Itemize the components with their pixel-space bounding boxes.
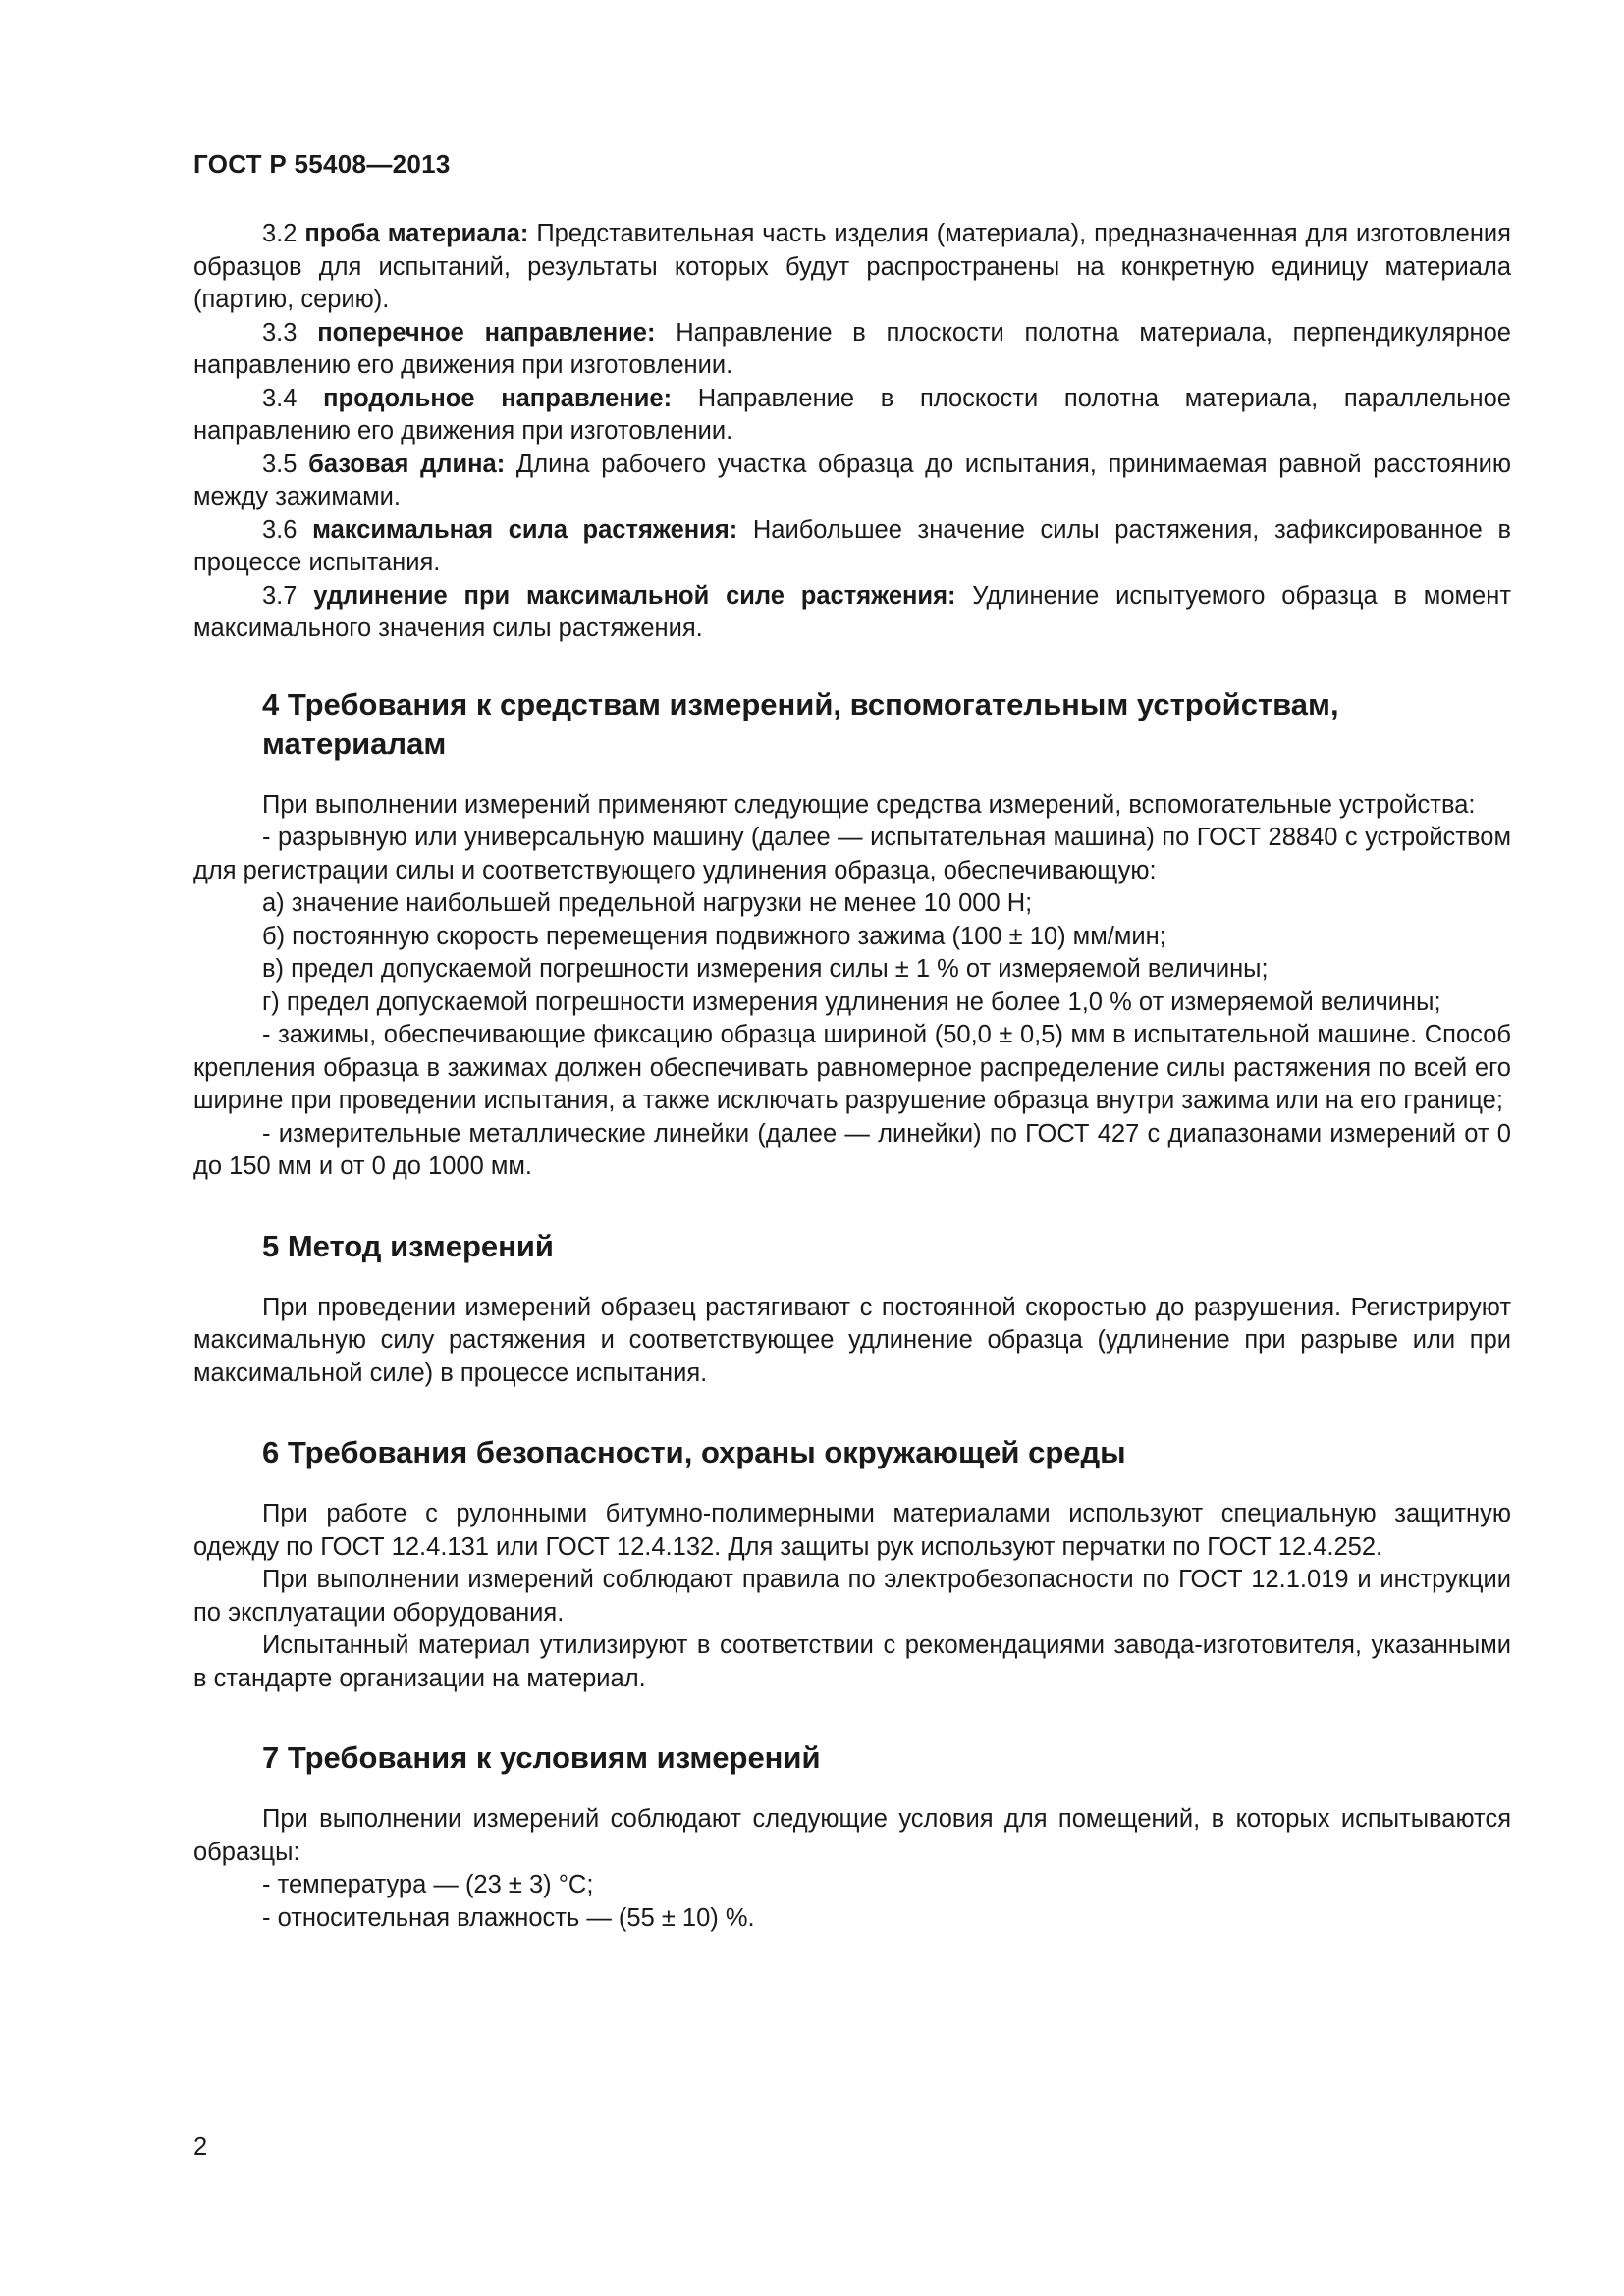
definition-text: Удлинение испытуемого образца в момент максимального значения силы растяжения. xyxy=(193,581,1511,642)
definition-3-3 xyxy=(193,317,1511,383)
section-5-paragraph: При проведении измерений образец растягивают с постоянной скоростью до разрушения. Регистрируют максимальную силу растяжения и соответствующее удлинение образца (удлинение при разрыве или при максимальной силе) в процессе испытания. xyxy=(193,1293,1511,1387)
section-4-paragraph: При выполнении измерений применяют следующие средства измерений, вспомогательные устройства: xyxy=(262,790,1476,819)
definition-3-2 xyxy=(193,218,1511,317)
definition-3-5 xyxy=(193,449,1511,514)
definition-number: 3.5 xyxy=(262,450,298,478)
section-7-list-item: - температура — (23 ± 3) °С; xyxy=(262,1871,594,1898)
definition-text: Представительная часть изделия (материала), предназначенная для изготовления образцов для испытаний, результаты которых будут распространены на конкретную единицу материала (партию, серию). xyxy=(193,220,1511,313)
section-4-heading: 4 Требования к средствам измерений, вспомогательным устройствам, материалам xyxy=(262,686,1339,761)
section-6-paragraph: При выполнении измерений соблюдают правила по электробезопасности по ГОСТ 12.1.019 и инструкции по эксплуатации оборудования. xyxy=(193,1566,1511,1627)
section-4-list-item: а) значение наибольшей предельной нагрузки не менее 10 000 Н; xyxy=(262,889,1033,917)
section-6-heading: 6 Требования безопасности, охраны окружающей среды xyxy=(262,1435,1126,1469)
section-7-heading: 7 Требования к условиям измерений xyxy=(262,1740,821,1775)
definition-term: продольное направление: xyxy=(323,384,673,412)
definition-text: Направление в плоскости полотна материала, параллельное направлению его движения при изготовлении. xyxy=(193,384,1511,445)
definition-term: проба материала: xyxy=(304,220,529,247)
definition-text: Длина рабочего участка образца до испытания, принимаемая равной расстоянию между зажимами. xyxy=(193,450,1511,510)
section-4-list-item: г) предел допускаемой погрешности измерения удлинения не более 1,0 % от измеряемой величины; xyxy=(262,988,1441,1016)
document-code: ГОСТ Р 55408—2013 xyxy=(193,149,451,179)
definition-number: 3.4 xyxy=(262,384,298,412)
section-4-paragraph: - разрывную или универсальную машину (далее — испытательная машина) по ГОСТ 28840 с устройством для регистрации силы и соответствующего удлинения образца, обеспечивающую: xyxy=(193,824,1511,884)
definition-term: удлинение при максимальной силе растяжения: xyxy=(313,581,956,610)
section-4-paragraph: - измерительные металлические линейки (далее — линейки) по ГОСТ 427 с диапазонами измерений от 0 до 150 мм и от 0 до 1000 мм. xyxy=(193,1119,1511,1180)
section-7-list-item: - относительная влажность — (55 ± 10) %. xyxy=(262,1903,755,1932)
definition-term: базовая длина: xyxy=(308,450,506,478)
definition-number: 3.6 xyxy=(262,515,298,544)
definition-number: 3.3 xyxy=(262,318,298,347)
definition-text: Наибольшее значение силы растяжения, зафиксированное в процессе испытания. xyxy=(193,515,1511,576)
section-4-list-item: б) постоянную скорость перемещения подвижного зажима (100 ± 10) мм/мин; xyxy=(262,922,1166,950)
definition-3-7 xyxy=(193,580,1511,646)
section-4-paragraph: - зажимы, обеспечивающие фиксацию образца шириной (50,0 ± 0,5) мм в испытательной машине. Способ крепления образца в зажимах должен обеспечивать равномерное распределение силы растяжения по всей его ширине при проведении испытания, а также исключать разрушение образца внутри зажима или на его границе; xyxy=(193,1021,1511,1114)
definition-term: максимальная сила растяжения: xyxy=(312,515,738,544)
page-content xyxy=(193,218,1511,1935)
section-6-paragraph: Испытанный материал утилизируют в соответствии с рекомендациями завода-изготовителя, указанными в стандарте организации на материал. xyxy=(193,1631,1511,1692)
definition-3-4 xyxy=(193,383,1511,449)
section-7-paragraph: При выполнении измерений соблюдают следующие условия для помещений, в которых испытываются образцы: xyxy=(193,1805,1511,1866)
section-5-heading: 5 Метод измерений xyxy=(262,1228,554,1263)
definition-number: 3.7 xyxy=(262,581,298,610)
section-6-paragraph: При работе с рулонными битумно-полимерными материалами используют специальную защитную одежду по ГОСТ 12.4.131 или ГОСТ 12.4.132. Для защиты рук используют перчатки по ГОСТ 12.4.252. xyxy=(193,1500,1511,1561)
definition-3-6 xyxy=(193,514,1511,580)
definition-term: поперечное направление: xyxy=(317,318,656,347)
section-4-list-item: в) предел допускаемой погрешности измерения силы ± 1 % от измеряемой величины; xyxy=(262,955,1269,983)
definition-text: Направление в плоскости полотна материала, перпендикулярное направлению его движения при изготовлении. xyxy=(193,318,1511,379)
definition-number: 3.2 xyxy=(262,220,298,247)
page-number: 2 xyxy=(193,2133,208,2161)
